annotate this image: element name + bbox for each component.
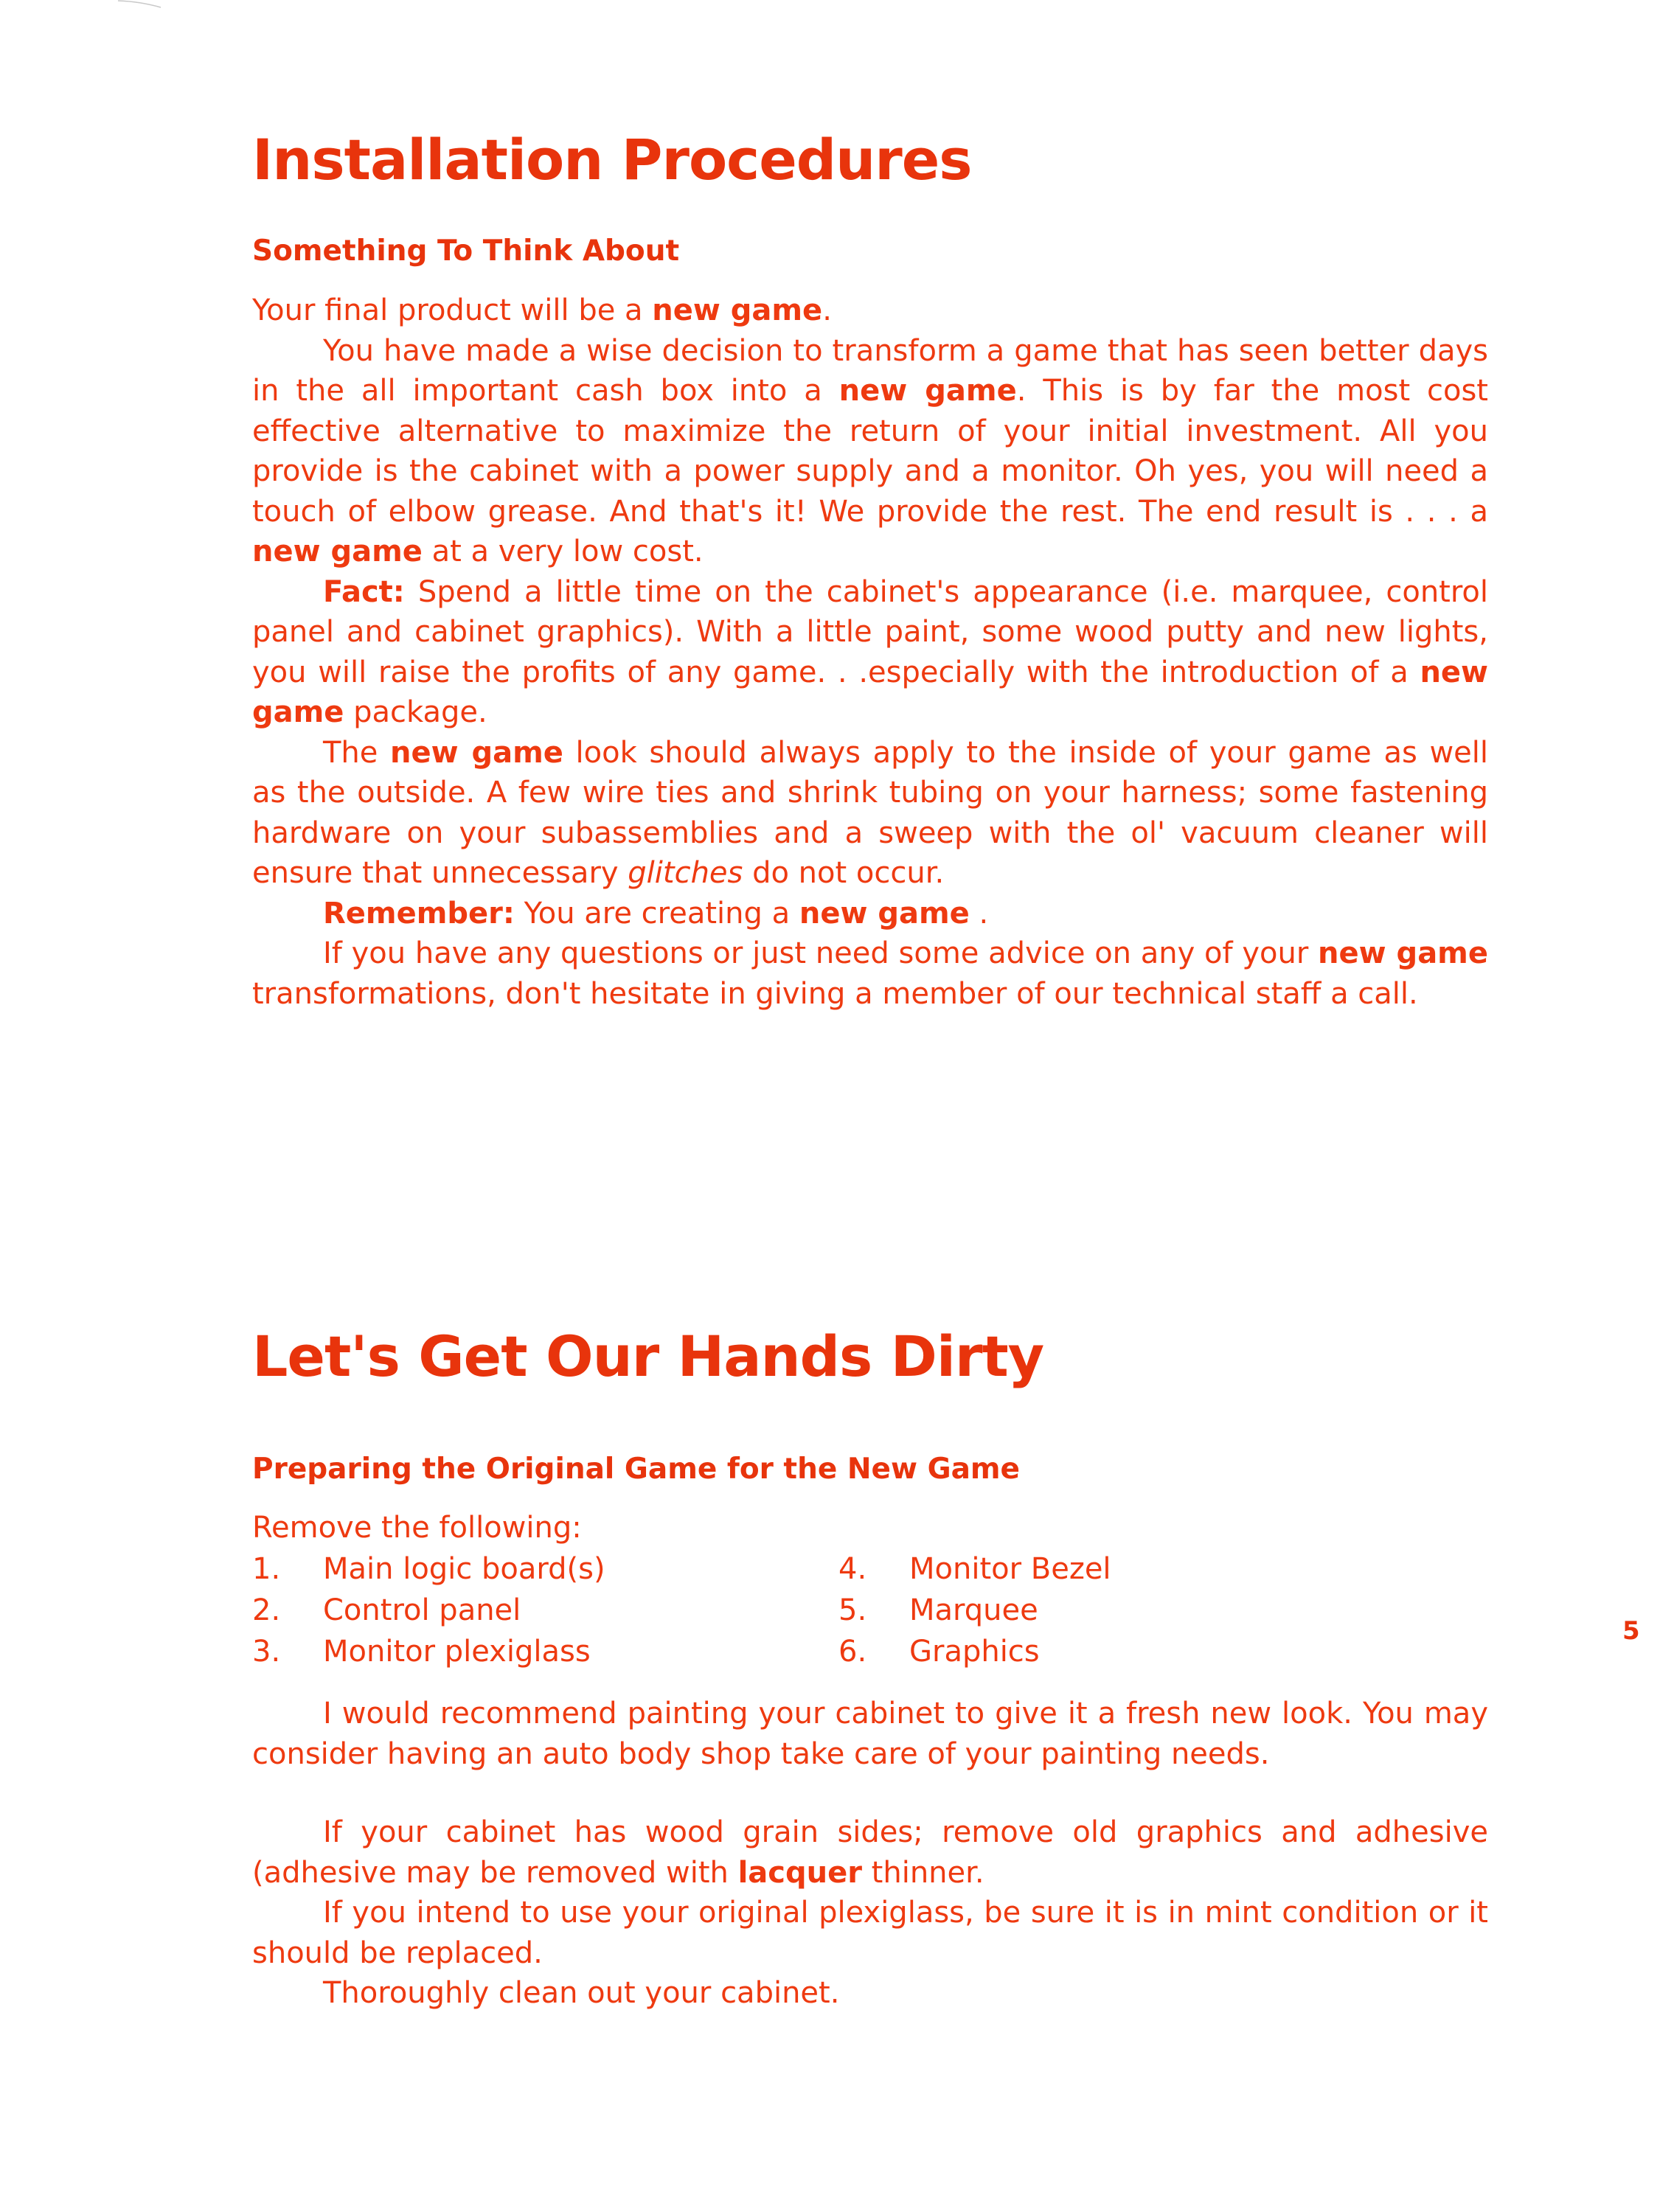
section-title-hands-dirty: Let's Get Our Hands Dirty (252, 1324, 1044, 1389)
scan-artifact-mark (118, 0, 162, 9)
section-body-installation (252, 291, 1488, 1014)
list-item: 3. Monitor plexiglass (252, 1635, 591, 1669)
paragraph-wood-grain: If your cabinet has wood grain sides; remove old graphics and adhesive (adhesive may be removed with lacquer thinner. (252, 1815, 1488, 1890)
paragraph-recommend-painting: I would recommend painting your cabinet to give it a fresh new look. You may consider having an auto body shop take care of your painting needs. (252, 1697, 1488, 1771)
paragraph-plexiglass: If you intend to use your original plexiglass, be sure it is in mint condition or it should be replaced. (252, 1896, 1488, 1970)
paragraph-new-game-look: The new game look should always apply to the inside of your game as well as the outside. A few wire ties and shrink tubing on your harness; some fastening hardware on your subassemblies and a sweep with the ol' vacuum cleaner will ensure that unnecessary glitches do not occur. (252, 735, 1488, 890)
list-intro: Remove the following: (252, 1511, 582, 1545)
removal-list-right (838, 1548, 1355, 1672)
paragraph-remember: Remember: You are creating a new game . (323, 896, 989, 931)
page-number: 5 (1622, 1616, 1640, 1646)
list-item: 2. Control panel (252, 1593, 521, 1627)
intro-paragraph: Your final product will be a new game. (252, 293, 832, 327)
paragraph-questions: If you have any questions or just need some advice on any of your new game transformations, don't hesitate in giving a member of our technical staff a call. (252, 936, 1488, 1011)
section-title-installation: Installation Procedures (252, 127, 972, 192)
list-item: 6. Graphics (838, 1635, 1040, 1669)
list-item: 5. Marquee (838, 1593, 1038, 1627)
list-item: 4. Monitor Bezel (838, 1552, 1111, 1586)
section-body-cabinet-prep (252, 1812, 1488, 2014)
section-subtitle-think-about: Something To Think About (252, 234, 680, 268)
list-item: 1. Main logic board(s) (252, 1552, 605, 1586)
paragraph-wise-decision: You have made a wise decision to transform a game that has seen better days in the all important cash box into a new game. This is by far the most cost effective alternative to maximize the return of your initial investment. All you provide is the cabinet with a power supply and a monitor. Oh yes, you will need a touch of elbow grease. And that's it! We provide the rest. The end result is . . . a new game at a very low cost. (252, 333, 1488, 568)
removal-list-left (252, 1548, 768, 1672)
section-subtitle-preparing: Preparing the Original Game for the New Game (252, 1453, 1020, 1486)
paragraph-clean-cabinet: Thoroughly clean out your cabinet. (323, 1976, 840, 2010)
paragraph-fact: Fact: Spend a little time on the cabinet's appearance (i.e. marquee, control panel and cabinet graphics). With a little paint, some wood putty and new lights, you will raise the profits of any game. . .especially with the introduction of a new game package. (252, 574, 1488, 729)
